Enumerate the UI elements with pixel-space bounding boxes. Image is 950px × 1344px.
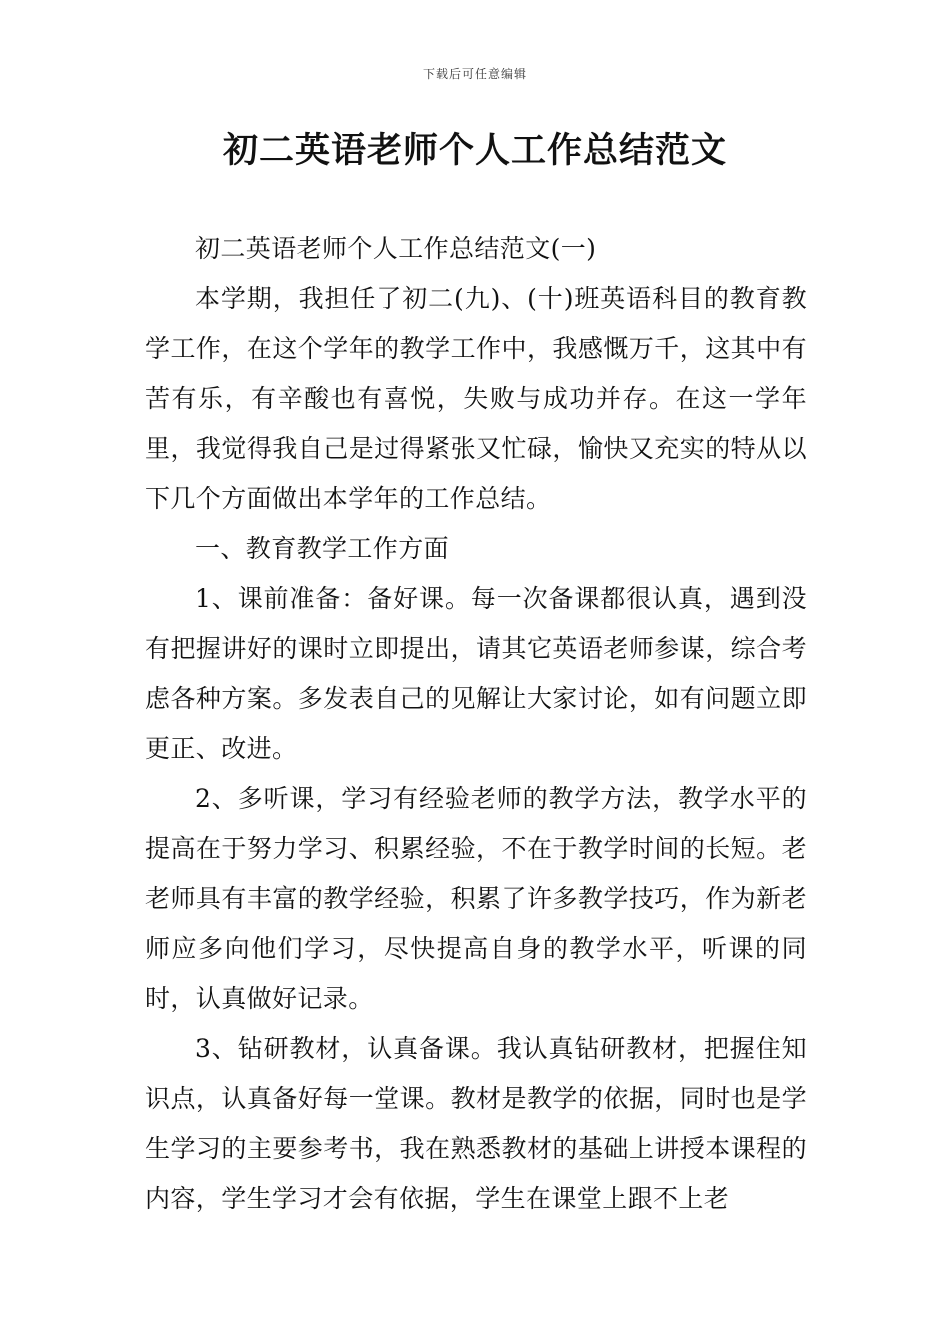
document-body [145, 224, 807, 1224]
paragraph-section-heading: 一、教育教学工作方面 [195, 534, 450, 563]
paragraph-intro: 本学期，我担任了初二(九)、(十)班英语科目的教育教学工作，在这个学年的教学工作中，我感慨万千，这其中有苦有乐，有辛酸也有喜悦，失败与成功并存。在这一学年里，我觉得我自己是过得紧张又忙碌，愉快又充实的特从以下几个方面做出本学年的工作总结。 [145, 284, 807, 513]
document-title: 初二英语老师个人工作总结范文 [222, 130, 727, 171]
paragraph-item-2: 2、多听课，学习有经验老师的教学方法，教学水平的提高在于努力学习、积累经验，不在于教学时间的长短。老老师具有丰富的教学经验，积累了许多教学技巧，作为新老师应多向他们学习，尽快提高自身的教学水平，听课的同时，认真做好记录。 [145, 784, 807, 1013]
paragraph-item-3: 3、钻研教材，认真备课。我认真钻研教材，把握住知识点，认真备好每一堂课。教材是教学的依据，同时也是学生学习的主要参考书，我在熟悉教材的基础上讲授本课程的内容，学生学习才会有依据，学生在课堂上跟不上老 [145, 1034, 807, 1213]
paragraph-subtitle: 初二英语老师个人工作总结范文(一) [195, 234, 597, 263]
paragraph-item-1: 1、课前准备：备好课。每一次备课都很认真，遇到没有把握讲好的课时立即提出，请其它英语老师参谋，综合考虑各种方案。多发表自己的见解让大家讨论，如有问题立即更正、改进。 [145, 584, 807, 763]
header-note: 下载后可任意编辑 [422, 67, 527, 81]
